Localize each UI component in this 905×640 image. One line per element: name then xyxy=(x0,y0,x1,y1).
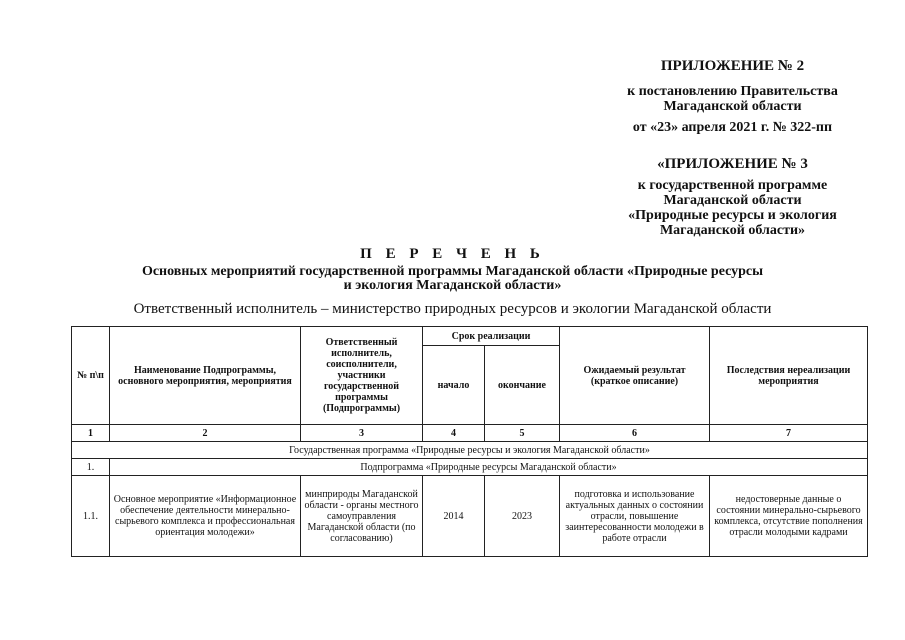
appendix-3-reference xyxy=(560,178,905,238)
appendix-2-reference xyxy=(560,84,905,114)
column-number: 2 xyxy=(110,425,301,442)
header-name: Наименование Подпрограммы, основного мероприятия, мероприятия xyxy=(110,327,301,425)
header-consequences: Последствия нереализации мероприятия xyxy=(710,327,868,425)
document-title: П Е Р Е Ч Е Н Ь xyxy=(360,246,545,262)
table-header-row xyxy=(72,327,868,346)
row-executor: минприроды Магаданской области - органы местного самоуправления Магаданской области (по согласованию) xyxy=(301,476,423,557)
appendix-3-line: Магаданской области» xyxy=(659,223,806,238)
responsible-executor: Ответственный исполнитель – министерство природных ресурсов и экологии Магаданской области xyxy=(133,301,772,317)
row-start: 2014 xyxy=(423,476,485,557)
header-result: Ожидаемый результат (краткое описание) xyxy=(560,327,710,425)
appendix-3-line: к государственной программе xyxy=(637,178,828,193)
appendix-3-line: Магаданской области xyxy=(663,193,802,208)
column-number: 5 xyxy=(485,425,560,442)
appendix-3-line: «Природные ресурсы и экология xyxy=(628,208,837,223)
header-num: № п\п xyxy=(72,327,110,425)
appendix-3-heading: «ПРИЛОЖЕНИЕ № 3 xyxy=(657,156,808,172)
row-num: 1.1. xyxy=(72,476,110,557)
subprogram-num: 1. xyxy=(72,459,110,476)
header-executor: Ответственный исполнитель, соисполнители, участники государственной программы (Подпрограммы) xyxy=(301,327,423,425)
column-number-row xyxy=(72,425,868,442)
column-number: 1 xyxy=(72,425,110,442)
subprogram-title: Подпрограмма «Природные ресурсы Магаданской области» xyxy=(110,459,868,476)
subtitle-line: Основных мероприятий государственной программы Магаданской области «Природные ресурсы xyxy=(141,264,764,279)
appendix-2-line: Магаданской области xyxy=(663,99,802,114)
header-end: окончание xyxy=(485,346,560,425)
header-term: Срок реализации xyxy=(423,327,560,346)
measures-table xyxy=(71,326,868,557)
document-subtitle xyxy=(0,265,905,293)
row-consequences: недостоверные данные о состоянии минерально-сырьевого комплекса, отсутствие пополнения отрасли молодыми кадрами xyxy=(710,476,868,557)
appendix-2-line: к постановлению Правительства xyxy=(627,84,838,99)
program-title: Государственная программа «Природные ресурсы и экология Магаданской области» xyxy=(72,442,868,459)
appendix-2-date: от «23» апреля 2021 г. № 322-пп xyxy=(632,120,833,135)
column-number: 6 xyxy=(560,425,710,442)
column-number: 3 xyxy=(301,425,423,442)
row-result: подготовка и использование актуальных данных о состоянии отрасли, повышение заинтересованности молодежи в работе отрасли xyxy=(560,476,710,557)
row-name: Основное мероприятие «Информационное обеспечение деятельности минерально-сырьевого комплекса и профессиональная ориентация молодежи» xyxy=(110,476,301,557)
program-row xyxy=(72,442,868,459)
column-number: 7 xyxy=(710,425,868,442)
subtitle-line: и экология Магаданской области» xyxy=(343,278,562,293)
subprogram-row xyxy=(72,459,868,476)
header-start: начало xyxy=(423,346,485,425)
column-number: 4 xyxy=(423,425,485,442)
table-row xyxy=(72,476,868,557)
appendix-2-heading: ПРИЛОЖЕНИЕ № 2 xyxy=(660,58,805,74)
row-end: 2023 xyxy=(485,476,560,557)
